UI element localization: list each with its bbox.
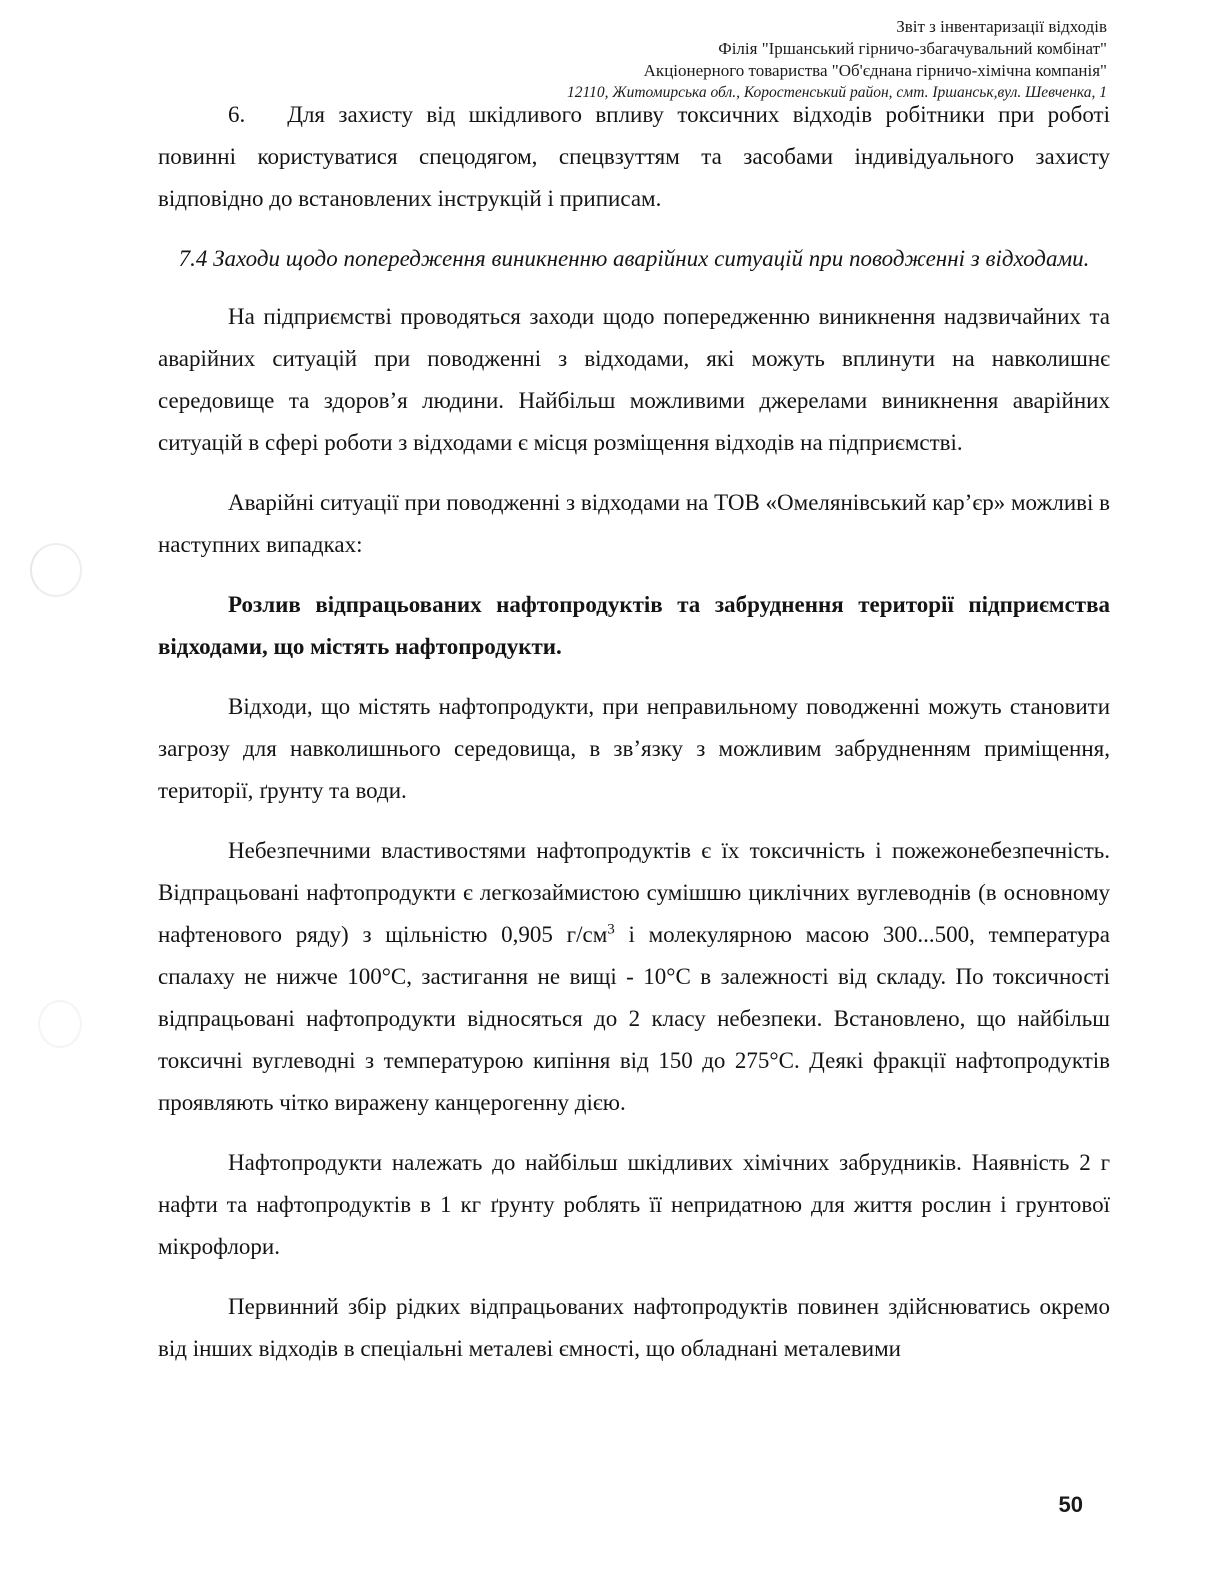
document-body <box>158 94 1110 1388</box>
document-header <box>567 16 1107 104</box>
paragraph-prevention-measures: На підприємстві проводяться заходи щодо попередженню виникнення надзвичайних та аварійних ситуацій при поводженні з відходами, які можуть вплинути на навколишнє середовище та здоров’я людини. Найбільш можливими джерелами виникнення аварійних ситуацій в сфері роботи з відходами є місця розміщення відходів на підприємстві. <box>158 304 1110 455</box>
paragraph-primary-collection: Первинний збір рідких відпрацьованих нафтопродуктів повинен здійснюватись окремо від інших відходів в спеціальні металеві ємності, що обладнані металевими <box>158 1294 1110 1361</box>
paragraph-oil-spill-bold: Розлив відпрацьованих нафтопродуктів та забруднення території підприємства відходами, що містять нафтопродукти. <box>158 592 1110 659</box>
paragraph-item-6 <box>158 94 1110 220</box>
paragraph-text-segment: Небезпечними властивостями нафтопродуктів є їх токсичність і пожежонебезпечність. Відпрацьовані нафтопродукти є легкозаймистою сумішшю циклічних вуглеводнів (в основному нафтенового ряду) з щільністю 0,905 г/см <box>158 838 1110 947</box>
paragraph-oil-pollutants: Нафтопродукти належать до найбільш шкідливих хімічних забрудників. Наявність 2 г нафти та нафтопродуктів в 1 кг ґрунту роблять її непридатною для життя рослин і грунтової мікрофлори. <box>158 1150 1110 1259</box>
paragraph-text: Для захисту від шкідливого впливу токсичних відходів робітники при роботі повинні користуватися спецодягом, спецвзуттям та засобами індивідуального захисту відповідно до встановлених інструкцій і приписам. <box>158 102 1110 211</box>
page-number: 50 <box>1058 1492 1083 1517</box>
section-heading-7-4: 7.4 Заходи щодо попередження виникненню аварійних ситуацій при поводженні з відходами. <box>178 246 1090 271</box>
list-number: 6. <box>228 102 246 127</box>
paragraph-emergency-cases-intro: Аварійні ситуації при поводженні з відходами на ТОВ «Омелянівський кар’єр» можливі в наступних випадках: <box>158 490 1110 557</box>
punch-hole-ghost-artifact <box>38 1000 82 1048</box>
paragraph-oil-properties <box>158 830 1110 1124</box>
superscript-3: 3 <box>607 921 615 938</box>
header-branch-name: Філія "Іршанський гірничо-збагачувальний комбінат" <box>718 39 1107 58</box>
header-report-title: Звіт з інвентаризації відходів <box>896 17 1107 36</box>
paragraph-oil-waste-threat: Відходи, що містять нафтопродукти, при неправильному поводженні можуть становити загрозу для навколишнього середовища, в зв’язку з можливим забрудненням приміщення, території, ґрунту та води. <box>158 694 1110 803</box>
header-address: 12110, Житомирська обл., Коростенський район, смт. Іршанськ,вул. Шевченка, 1 <box>567 84 1107 101</box>
punch-hole-ghost-artifact <box>30 543 82 597</box>
paragraph-text-segment: і молекулярною масою 300...500, температура спалаху не нижче 100°С, застигання не вищі - 10°С в залежності від складу. По токсичності відпрацьовані нафтопродукти відносяться до 2 класу небезпеки. Встановлено, що найбільш токсичні вуглеводні з температурою кипіння від 150 до 275°С. Деякі фракції нафтопродуктів проявляють чітко виражену канцерогенну дією. <box>158 922 1110 1115</box>
header-company-name: Акціонерного товариства "Об'єднана гірничо-хімічна компанія" <box>643 61 1107 80</box>
